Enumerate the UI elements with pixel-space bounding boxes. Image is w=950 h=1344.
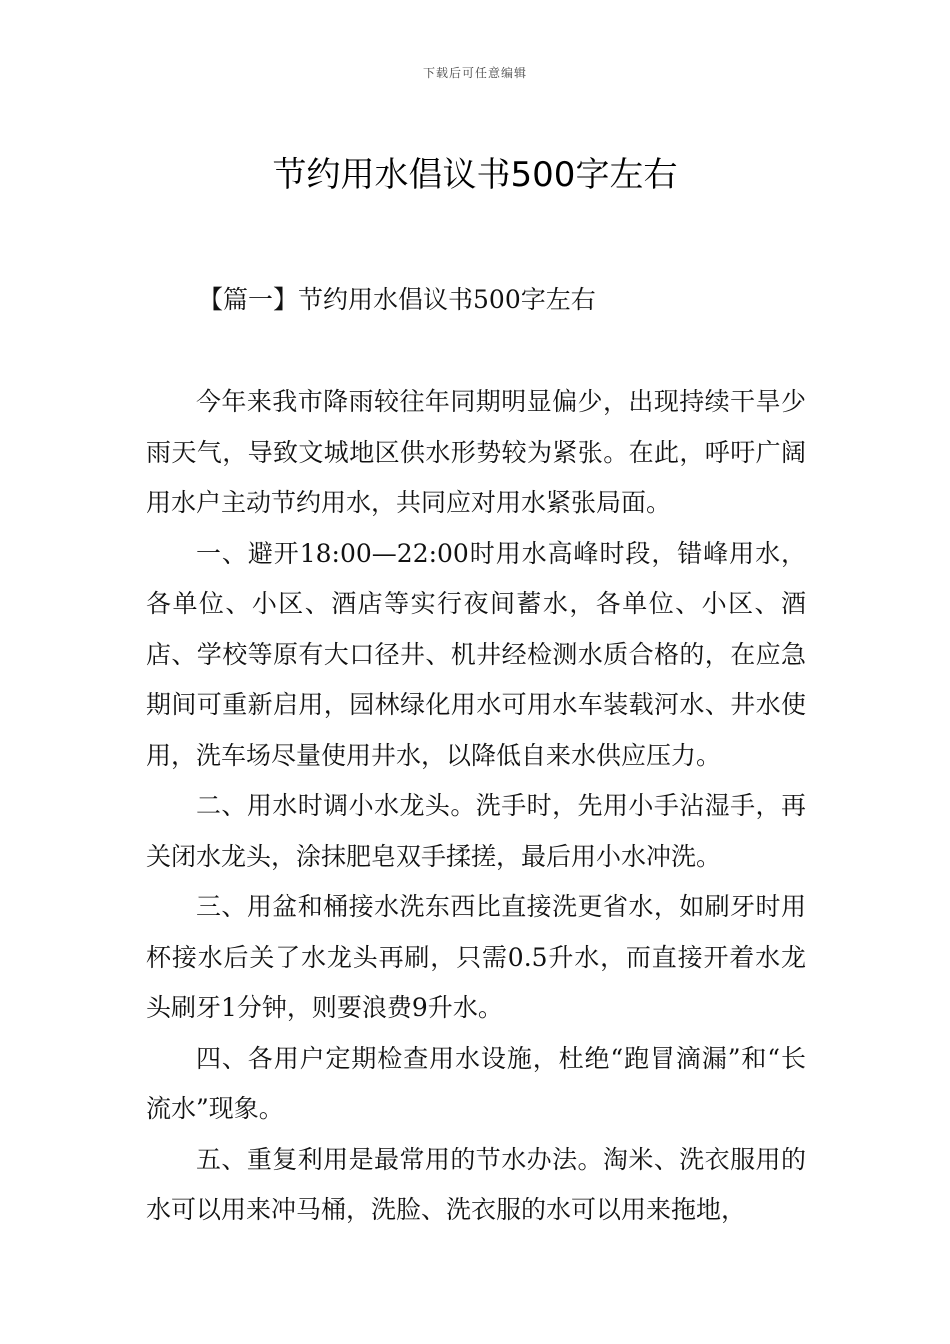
paragraph-item-4: 四、各用户定期检查用水设施，杜绝“跑冒滴漏”和“长流水”现象。 (146, 1043, 806, 1123)
document-body (146, 377, 806, 1236)
paragraph-item-5: 五、重复利用是最常用的节水办法。淘米、洗衣服用的水可以用来冲马桶，洗脸、洗衣服的水可以用来拖地， (146, 1144, 806, 1224)
section-heading: 【篇一】节约用水倡议书500字左右 (198, 285, 596, 314)
paragraph-intro: 今年来我市降雨较往年同期明显偏少，出现持续干旱少雨天气，导致文城地区供水形势较为紧张。在此，呼吁广阔用水户主动节约用水，共同应对用水紧张局面。 (146, 387, 806, 517)
paragraph-item-1: 一、避开18:00—22:00时用水高峰时段，错峰用水，各单位、小区、酒店等实行夜间蓄水，各单位、小区、酒店、学校等原有大口径井、机井经检测水质合格的，在应急期间可重新启用，园林绿化用水可用水车装载河水、井水使用，洗车场尽量使用井水，以降低自来水供应压力。 (146, 538, 806, 770)
document-title: 节约用水倡议书500字左右 (272, 154, 678, 195)
paragraph-item-3: 三、用盆和桶接水洗东西比直接洗更省水，如刷牙时用杯接水后关了水龙头再刷，只需0.5升水，而直接开着水龙头刷牙1分钟，则要浪费9升水。 (146, 892, 806, 1022)
paragraph-item-2: 二、用水时调小水龙头。洗手时，先用小手沾湿手，再关闭水龙头，涂抹肥皂双手揉搓，最后用小水冲洗。 (146, 791, 806, 871)
header-note: 下载后可任意编辑 (422, 66, 527, 80)
